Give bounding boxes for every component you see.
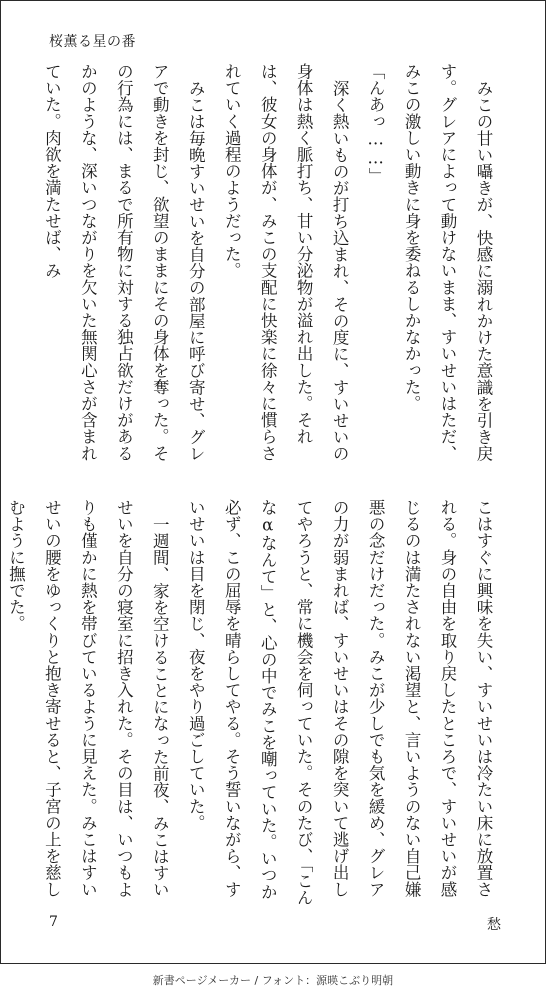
paragraph: 一週間、家を空けることになった前夜、みこはすいせいを自分の寝室に招き入れた。その目は、いつもよりも僅かに熱を帯びているように見えた。みこはすいせいの腰をゆっくりと抱き寄せると、子宮の上を慈しむように撫でた。 bbox=[6, 499, 170, 898]
paragraph: こはすぐに興味を失い、すいせいは冷たい床に放置される。身の自由を取り戻したところで、すいせいが感じるのは満たされない渇望と、言いようのない自己嫌悪の念だけだった。みこが少しでも気を緩め、グレアの力が弱まれば、すいせいはその隙を突いて逃げ出してやろうと、常に機会を伺っていた。そのたび、「こんなαなんて」と、心の中でみこを嘲っていた。いつか必ず、この屈辱を晴らしてやる。そう誓いながら、すいせいは目を閉じ、夜をやり過ごしていた。 bbox=[186, 499, 493, 906]
paragraph: 深く熱いものが打ち込まれ、その度に、すいせいの身体は熱く脈打ち、甘い分泌物が溢れ出した。それは、彼女の身体が、みこの支配に快楽に徐々に慣らされていく過程のようだった。 bbox=[222, 63, 350, 462]
dialogue-line: 「んあっ……」 bbox=[366, 63, 386, 185]
credit-line: 新書ページメーカー / フォント：源暎こぶり明朝 bbox=[152, 974, 394, 987]
text-block-top bbox=[41, 63, 501, 473]
page-number: 7 bbox=[49, 914, 58, 930]
author-name: 愁 bbox=[487, 917, 501, 933]
book-title: 桜薫る星の番 bbox=[49, 34, 136, 50]
paragraph: みこの甘い囁きが、快感に溺れかけた意識を引き戻す。グレアによって動けないまま、すいせいはただ、みこの激しい動きに身を委ねるしかなかった。 bbox=[402, 63, 493, 462]
paragraph: みこは毎晩すいせいを自分の部屋に呼び寄せ、グレアで動きを封じ、欲望のままにその身体を奪った。その行為には、まるで所有物に対する独占欲だけがあるかのような、深いつながりを欠いた無関心さが含まれていた。肉欲を満たせば、み bbox=[42, 63, 206, 462]
text-block-bottom bbox=[6, 499, 501, 909]
